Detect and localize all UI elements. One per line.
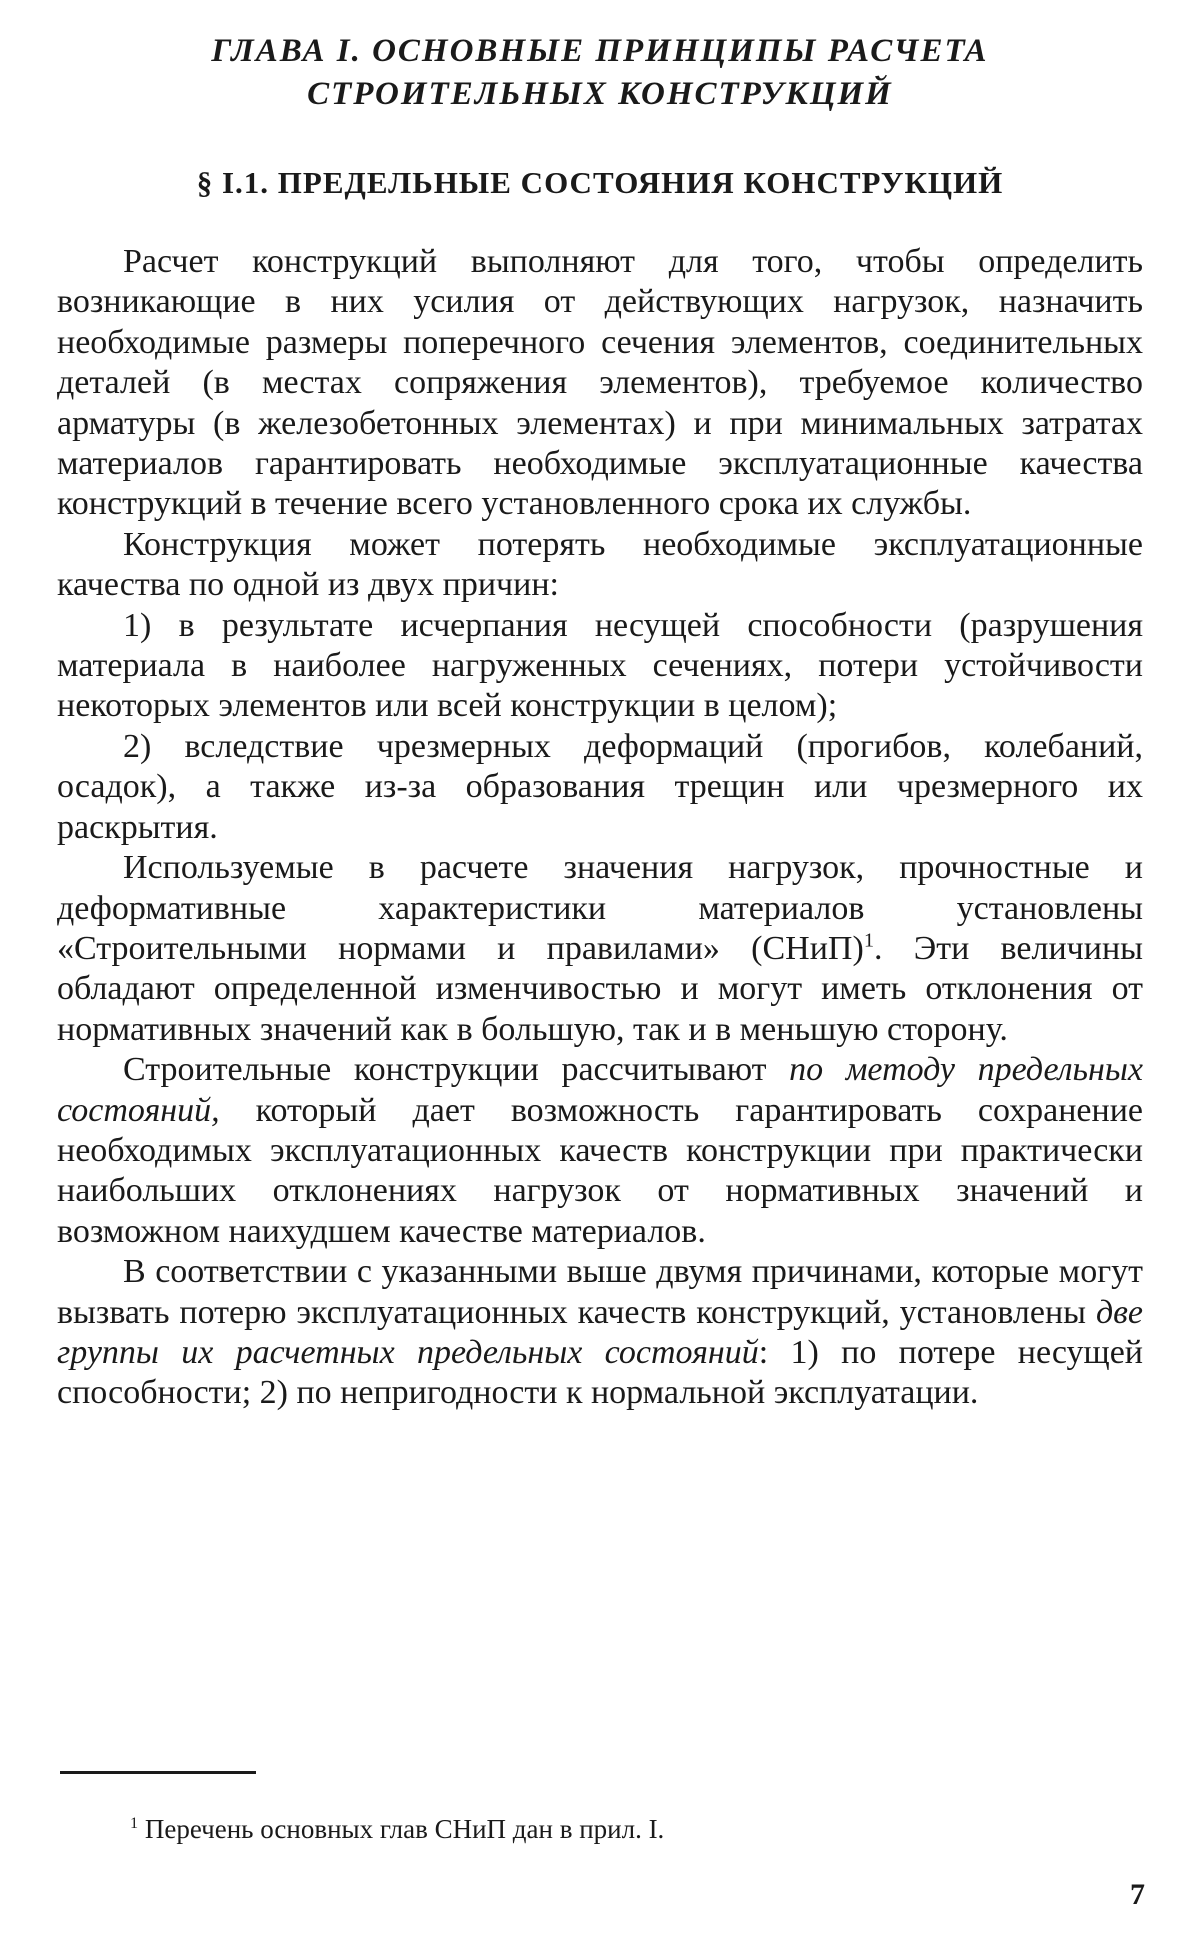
- page-number: 7: [1130, 1878, 1145, 1911]
- paragraph-6-emphasis: по методу предельных состояний,: [57, 1051, 1143, 1129]
- section-title: § I.1. ПРЕДЕЛЬНЫЕ СОСТОЯНИЯ КОНСТРУКЦИЙ: [196, 165, 1004, 200]
- body-text: [57, 242, 1143, 1414]
- paragraph-4-list-item-2: 2) вследствие чрезмерных деформаций (прогибов, колебаний, осадок), а также из-за образования трещин или чрезмерного их раскрытия.: [57, 727, 1143, 846]
- paragraph-3-list-item-1: 1) в результате исчерпания несущей способности (разрушения материала в наиболее нагруженных сечениях, потери устойчивости некоторых элементов или всей конструкции в целом);: [57, 606, 1143, 725]
- paragraph-5-text-a: Используемые в расчете значения нагрузок, прочностные и деформативные характеристики материалов установлены «Строительными нормами и правилами» (СНиП): [57, 849, 1143, 967]
- paragraph-6-text-a: Строительные конструкции рассчитывают: [123, 1051, 790, 1089]
- chapter-title: [100, 30, 1100, 116]
- paragraph-7-emphasis: две группы их расчетных предельных состояний: [57, 1293, 1143, 1371]
- footnote: [130, 1812, 664, 1846]
- paragraph-5: [57, 848, 1143, 1050]
- paragraph-6: [57, 1050, 1143, 1252]
- paragraph-2: Конструкция может потерять необходимые эксплуатационные качества по одной из двух причин:: [57, 525, 1143, 604]
- footnote-reference: 1: [863, 929, 875, 952]
- paragraph-7: [57, 1252, 1143, 1414]
- footnote-text: Перечень основных глав СНиП дан в прил. I.: [138, 1814, 665, 1844]
- paragraph-7-text-a: В соответствии с указанными выше двумя причинами, которые могут вызвать потерю эксплуатационных качеств конструкций, установлены: [57, 1253, 1143, 1331]
- paragraph-1: Расчет конструкций выполняют для того, чтобы определить возникающие в них усилия от действующих нагрузок, назначить необходимые размеры поперечного сечения элементов, соединительных деталей (в местах сопряжения элементов), требуемое количество арматуры (в железобетонных элементах) и при минимальных затратах материалов гарантировать необходимые эксплуатационные качества конструкций в течение всего установленного срока их службы.: [57, 243, 1143, 523]
- paragraph-6-text-b: который дает возможность гарантировать сохранение необходимых эксплуатационных качеств конструкции при практически наибольших отклонениях нагрузок от нормативных значений и возможном наихудшем качестве материалов.: [57, 1091, 1143, 1250]
- footnote-divider: [60, 1771, 256, 1774]
- chapter-title-line-1: ГЛАВА I. ОСНОВНЫЕ ПРИНЦИПЫ РАСЧЕТА: [211, 33, 989, 69]
- paragraph-5-text-b: . Эти величины обладают определенной изменчивостью и могут иметь отклонения от нормативных значений как в большую, так и в меньшую сторону.: [57, 929, 1143, 1048]
- paragraph-7-text-b: : 1) по потере несущей способности; 2) по непригодности к нормальной эксплуатации.: [57, 1333, 1143, 1412]
- chapter-title-line-2: СТРОИТЕЛЬНЫХ КОНСТРУКЦИЙ: [307, 76, 893, 112]
- footnote-mark: 1: [130, 1814, 139, 1832]
